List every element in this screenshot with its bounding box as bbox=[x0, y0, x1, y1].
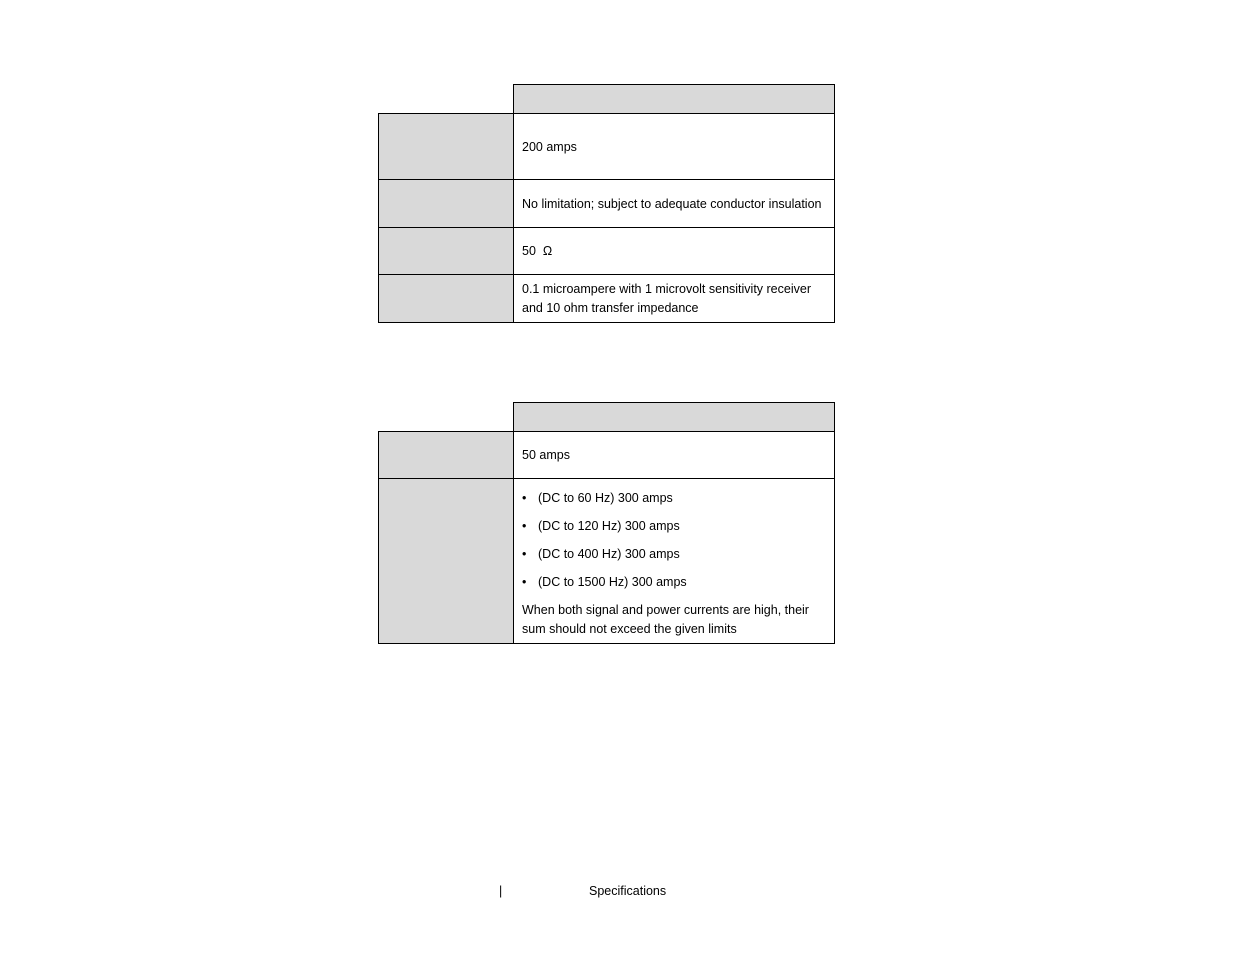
list-item-text: (DC to 400 Hz) 300 amps bbox=[538, 547, 680, 561]
list-item bbox=[522, 573, 687, 592]
table2-row2-label bbox=[378, 478, 514, 644]
table1-row4-label bbox=[378, 274, 514, 323]
table1-row3-label bbox=[378, 227, 514, 275]
footer-separator: | bbox=[499, 884, 503, 898]
list-item-text: (DC to 1500 Hz) 300 amps bbox=[538, 575, 687, 589]
table1-row2-value: No limitation; subject to adequate conductor insulation bbox=[522, 197, 822, 211]
table2-row1-label bbox=[378, 431, 514, 479]
table1-row3-value: 50 Ω bbox=[522, 244, 553, 258]
table1-row2-label bbox=[378, 179, 514, 228]
table2-row1-value: 50 amps bbox=[522, 448, 570, 462]
table1-row4-value-line2: and 10 ohm transfer impedance bbox=[522, 301, 699, 315]
table2-row2-note-line1: When both signal and power currents are high, their bbox=[522, 603, 809, 617]
list-item bbox=[522, 545, 680, 564]
table2-header-cell bbox=[513, 402, 835, 432]
table2-row2-note-line2: sum should not exceed the given limits bbox=[522, 622, 737, 636]
table1-row3-value-cell bbox=[513, 227, 835, 275]
table1-row4-value-line1: 0.1 microampere with 1 microvolt sensitivity receiver bbox=[522, 282, 811, 296]
table1-row1-value: 200 amps bbox=[522, 140, 577, 154]
list-item-text: (DC to 60 Hz) 300 amps bbox=[538, 491, 673, 505]
list-item bbox=[522, 517, 680, 536]
bullet-icon: • bbox=[522, 575, 527, 589]
list-item bbox=[522, 489, 673, 508]
bullet-icon: • bbox=[522, 519, 527, 533]
bullet-icon: • bbox=[522, 491, 527, 505]
table1-row1-label bbox=[378, 113, 514, 180]
footer-section-title: Specifications bbox=[589, 884, 667, 898]
table1-header-cell bbox=[513, 84, 835, 114]
list-item-text: (DC to 120 Hz) 300 amps bbox=[538, 519, 680, 533]
bullet-icon: • bbox=[522, 547, 527, 561]
